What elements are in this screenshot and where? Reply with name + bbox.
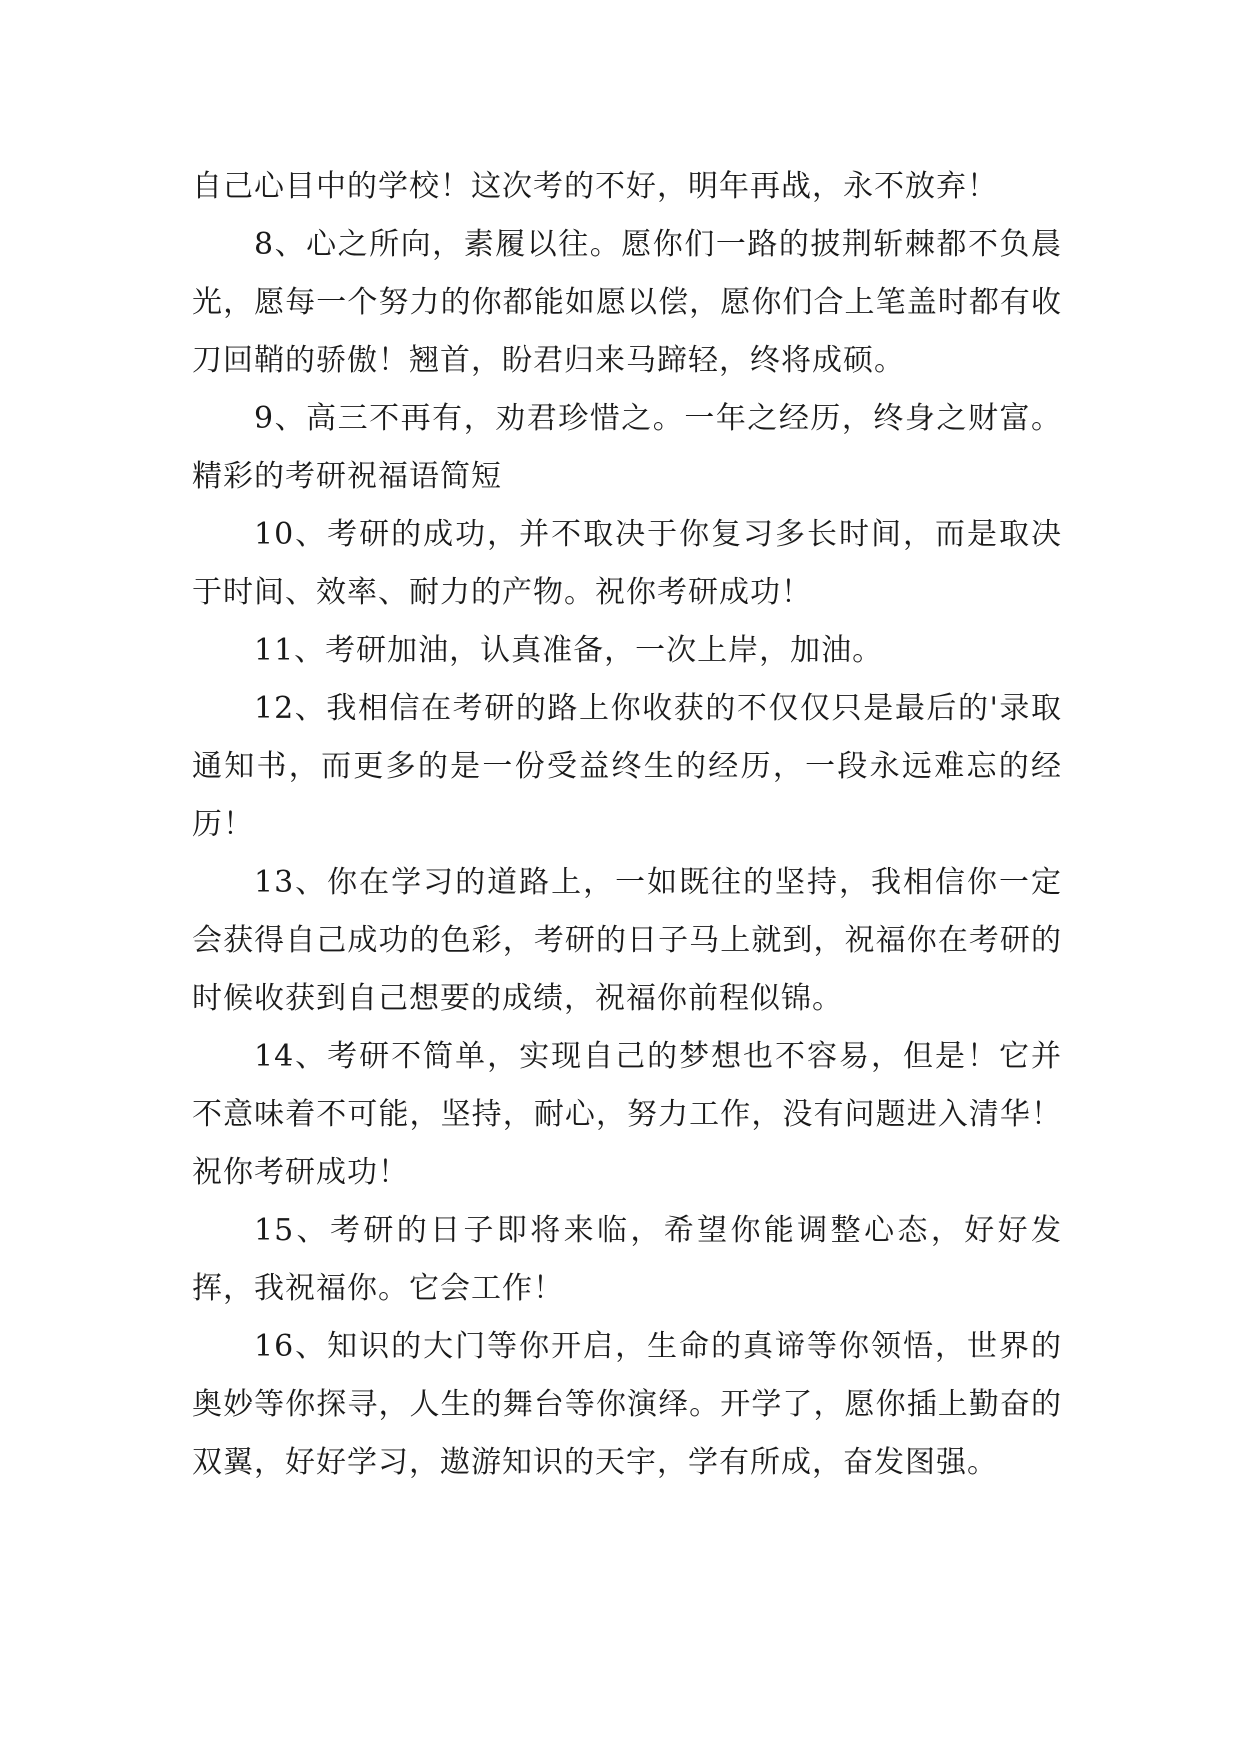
paragraph-item-10: 10、考研的成功，并不取决于你复习多长时间，而是取决于时间、效率、耐力的产物。祝你考研成功！ — [192, 517, 1062, 610]
paragraph-item-14: 14、考研不简单，实现自己的梦想也不容易，但是！它并不意味着不可能，坚持，耐心，努力工作，没有问题进入清华！祝你考研成功！ — [192, 1039, 1062, 1190]
paragraph-item-15: 15、考研的日子即将来临，希望你能调整心态，好好发挥，我祝福你。它会工作！ — [192, 1213, 1062, 1306]
paragraph-item-9: 9、高三不再有，劝君珍惜之。一年之经历，终身之财富。精彩的考研祝福语简短 — [192, 401, 1062, 494]
paragraph-item-11: 11、考研加油，认真准备，一次上岸，加油。 — [254, 633, 884, 668]
paragraph-item-13: 13、你在学习的道路上，一如既往的坚持，我相信你一定会获得自己成功的色彩，考研的日子马上就到，祝福你在考研的时候收获到自己想要的成绩，祝福你前程似锦。 — [192, 865, 1062, 1016]
paragraph-item-12: 12、我相信在考研的路上你收获的不仅仅只是最后的'录取通知书，而更多的是一份受益终生的经历，一段永远难忘的经历！ — [192, 691, 1062, 842]
paragraph-continuation: 自己心目中的学校！这次考的不好，明年再战，永不放弃！ — [192, 169, 998, 204]
document-body — [192, 158, 1062, 1492]
paragraph-item-16: 16、知识的大门等你开启，生命的真谛等你领悟，世界的奥妙等你探寻，人生的舞台等你演绎。开学了，愿你插上勤奋的双翼，好好学习，遨游知识的天宇，学有所成，奋发图强。 — [192, 1329, 1062, 1480]
paragraph-item-8: 8、心之所向，素履以往。愿你们一路的披荆斩棘都不负晨光，愿每一个努力的你都能如愿以偿，愿你们合上笔盖时都有收刀回鞘的骄傲！翘首，盼君归来马蹄轻，终将成硕。 — [192, 227, 1062, 378]
